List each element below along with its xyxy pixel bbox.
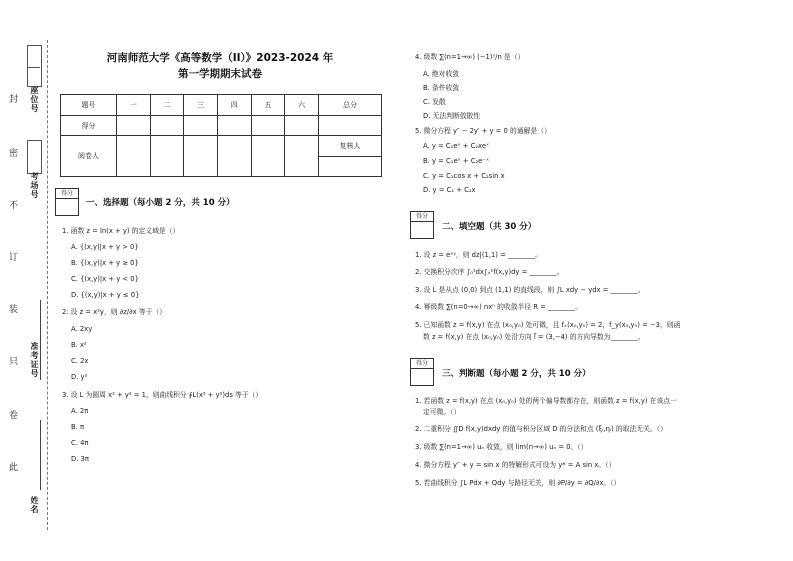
fill-item-5-line1: 5. 已知函数 z = f(x,y) 在点 (x₀,y₀) 处可微，且 fₓ(x₀,y₀) = 2，f_y(x₀,y₀) = −3，则函 — [415, 321, 681, 329]
ticket-number-line — [40, 300, 41, 380]
score-header-1: 一 — [117, 95, 151, 116]
question-3-option-b: B. π — [71, 423, 85, 431]
judge-item-3: 3. 级数 ∑(n=1→∞) uₙ 收敛，则 lim(n→∞) uₙ = 0。（） — [415, 443, 588, 451]
question-1-option-d: D. {(x,y)|x + y ≤ 0} — [71, 291, 140, 299]
judge-item-5: 5. 若曲线积分 ∫L Pdx + Qdy 与路径无关，则 ∂P/∂y = ∂Q/∂x。（） — [415, 479, 621, 487]
ticket-number-label: 准考证号 — [30, 342, 39, 378]
grader-cell — [285, 136, 319, 177]
question-3-option-d: D. 3π — [71, 455, 89, 463]
exam-title-line1: 河南师范大学《高等数学（II）》2023-2024 年 — [106, 52, 334, 64]
question-5-option-b: B. y = C₁eˣ + C₂e⁻ˣ — [423, 157, 489, 165]
question-5-option-a: A. y = C₁eˣ + C₂xeˣ — [423, 142, 490, 150]
score-header-3: 三 — [184, 95, 218, 116]
exam-room-box — [27, 140, 42, 174]
question-1-option-c: C. {(x,y)|x + y < 0} — [71, 275, 139, 283]
section3-score-box — [410, 358, 434, 386]
score-cell — [184, 116, 218, 136]
score-cell — [217, 116, 251, 136]
fill-item-4: 4. 幂级数 ∑(n=0→∞) nxⁿ 的收敛半径 R = ________。 — [415, 303, 582, 311]
score-header-5: 五 — [251, 95, 285, 116]
section2-title: 二、填空题（共 30 分） — [442, 222, 537, 232]
name-line — [40, 420, 41, 490]
question-5-option-c: C. y = C₁cos x + C₂sin x — [423, 172, 505, 180]
grader-cell — [184, 136, 218, 177]
seal-char-ding: 订 — [9, 253, 19, 263]
judge-item-4: 4. 微分方程 y″ + y = sin x 的特解形式可设为 y* = A sin x。（） — [415, 461, 616, 469]
section1-score-label: 得分 — [56, 189, 78, 199]
score-cell — [251, 116, 285, 136]
question-5-option-d: D. y = C₁ + C₂x — [423, 186, 476, 194]
question-4-option-a: A. 绝对收敛 — [423, 70, 460, 78]
section3-score-label: 得分 — [411, 359, 433, 369]
section1-title: 一、选择题（每小题 2 分，共 10 分） — [86, 198, 235, 208]
question-4-option-d: D. 无法判断敛散性 — [423, 112, 481, 120]
fill-item-1: 1. 设 z = eˣʸ，则 dz|(1,1) = ________。 — [415, 251, 542, 259]
name-label: 姓名 — [30, 496, 39, 514]
seat-number-label: 座位号 — [30, 86, 39, 113]
score-cell — [150, 116, 184, 136]
grader-cell — [251, 136, 285, 177]
question-2-option-c: C. 2x — [71, 357, 89, 365]
section1-score-box — [55, 188, 79, 216]
seal-char-zhi: 只 — [9, 357, 19, 367]
grader-row-label: 阅卷人 — [61, 136, 117, 177]
score-header-4: 四 — [217, 95, 251, 116]
reviewer-label: 复核人 — [319, 136, 382, 156]
judge-item-2: 2. 二重积分 ∬D f(x,y)dxdy 的值与积分区域 D 的分法和点 (ξᵢ,ηᵢ) 的取法无关。（） — [415, 425, 667, 433]
exam-room-label: 考场号 — [30, 172, 39, 199]
section2-score-box — [410, 211, 434, 239]
seal-char-zhuang: 装 — [9, 305, 19, 315]
score-cell — [319, 116, 382, 136]
score-header-6: 六 — [285, 95, 319, 116]
question-3-option-a: A. 2π — [71, 407, 89, 415]
exam-title-line2: 第一学期期末试卷 — [178, 68, 262, 80]
question-1-stem: 1. 函数 z = ln(x + y) 的定义域是（） — [62, 227, 180, 235]
seal-char-juan: 卷 — [9, 411, 19, 421]
seat-number-box-2 — [27, 67, 40, 68]
judge-item-1-line2: 定可微。（） — [423, 408, 461, 416]
fill-item-2: 2. 交换积分次序 ∫₀¹dx∫ₓ¹f(x,y)dy = ________。 — [415, 268, 564, 276]
question-4-option-b: B. 条件收敛 — [423, 84, 460, 92]
seal-char-bu: 不 — [9, 201, 19, 211]
score-table — [60, 94, 382, 177]
score-cell — [285, 116, 319, 136]
seal-char-feng: 封 — [9, 95, 19, 105]
reviewer-cell — [319, 156, 382, 176]
question-1-option-a: A. {(x,y)|x + y > 0} — [71, 243, 139, 251]
score-header-item: 题号 — [61, 95, 117, 116]
question-3-stem: 3. 设 L 为圆周 x² + y² = 1，则曲线积分 ∮L(x² + y²)ds 等于（） — [62, 391, 263, 399]
score-header-total: 总分 — [319, 95, 382, 116]
section3-title: 三、判断题（每小题 2 分，共 10 分） — [442, 369, 591, 379]
grader-cell — [217, 136, 251, 177]
question-2-stem: 2. 设 z = x²y，则 ∂z/∂x 等于（） — [62, 308, 166, 316]
question-4-stem: 4. 级数 ∑(n=1→∞) (−1)ⁿ/n 是（） — [415, 53, 525, 61]
question-2-option-a: A. 2xy — [71, 325, 93, 333]
grader-cell — [117, 136, 151, 177]
question-1-option-b: B. {(x,y)|x + y ≥ 0} — [71, 259, 139, 267]
score-row-label: 得分 — [61, 116, 117, 136]
question-4-option-c: C. 发散 — [423, 98, 446, 106]
score-header-2: 二 — [150, 95, 184, 116]
binding-dashed-line — [47, 40, 48, 530]
judge-item-1-line1: 1. 若函数 z = f(x,y) 在点 (x₀,y₀) 处的两个偏导数都存在，则函数 z = f(x,y) 在该点一 — [415, 397, 677, 405]
seat-number-box — [27, 45, 42, 87]
question-3-option-c: C. 4π — [71, 439, 89, 447]
fill-item-3: 3. 设 L 是从点 (0,0) 到点 (1,1) 的直线段，则 ∫L xdy − ydx = ________。 — [415, 286, 645, 294]
section2-score-label: 得分 — [411, 212, 433, 222]
question-5-stem: 5. 微分方程 y″ − 2y′ + y = 0 的通解是（） — [415, 127, 551, 135]
fill-item-5-line2: 数 z = f(x,y) 在点 (x₀,y₀) 处沿方向 l⃗ = (3,−4) 的方向导数为________。 — [423, 333, 645, 341]
seal-char-ci: 此 — [9, 463, 19, 473]
question-2-option-b: B. x² — [71, 341, 87, 349]
grader-cell — [150, 136, 184, 177]
seal-char-mi: 密 — [9, 149, 19, 159]
score-cell — [117, 116, 151, 136]
question-2-option-d: D. y² — [71, 373, 88, 381]
